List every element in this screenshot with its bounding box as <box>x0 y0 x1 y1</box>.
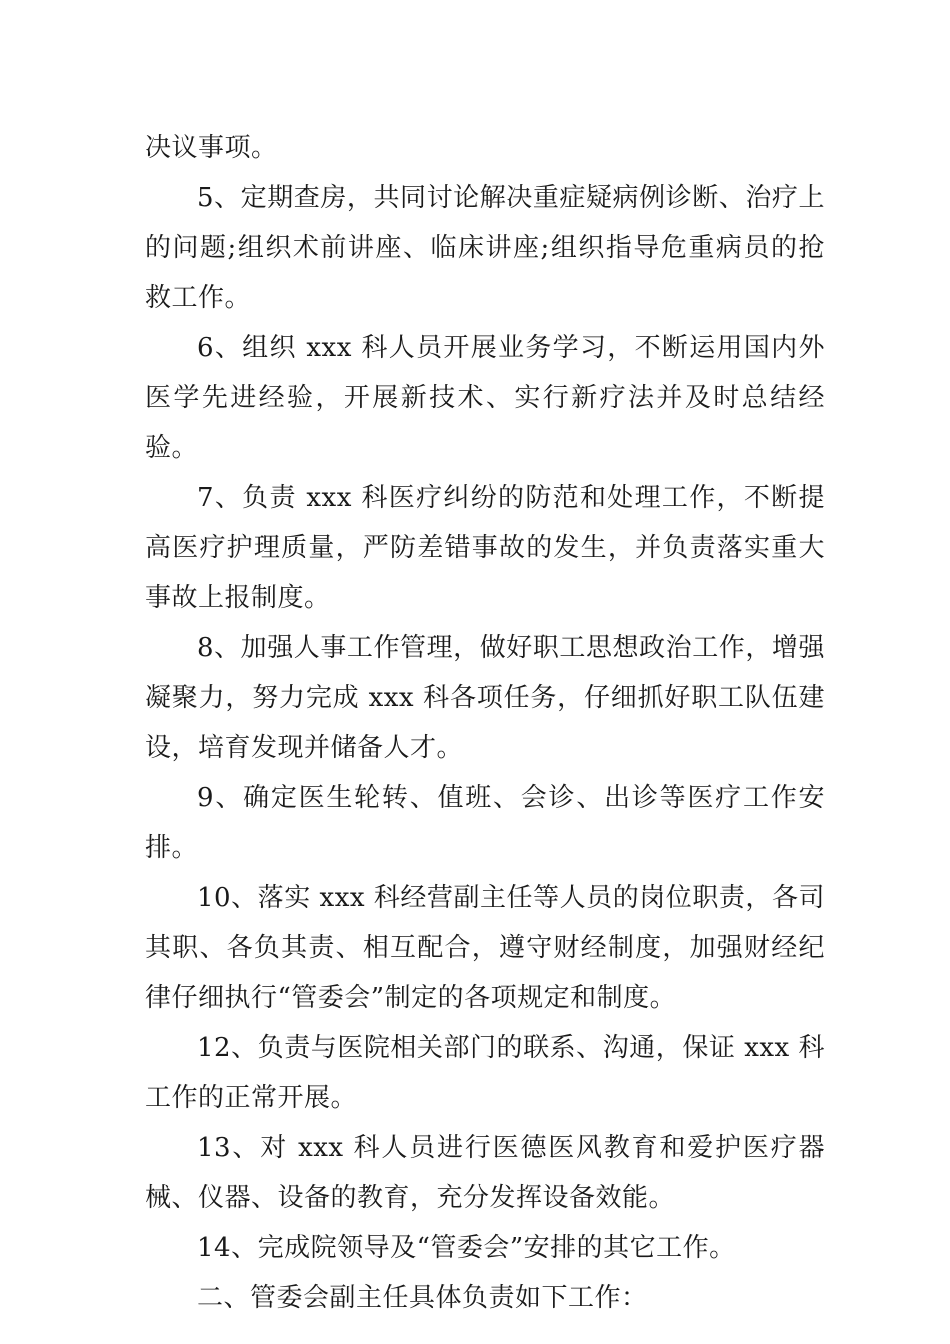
paragraph-item-5: 5、定期查房，共同讨论解决重症疑病例诊断、治疗上的问题;组织术前讲座、临床讲座;组织指导危重病员的抢救工作。 <box>145 183 825 313</box>
paragraph-item-13: 13、对 xxx 科人员进行医德医风教育和爱护医疗器械、仪器、设备的教育，充分发挥设备效能。 <box>145 1133 825 1213</box>
paragraph-item-6: 6、组织 xxx 科人员开展业务学习，不断运用国内外医学先进经验，开展新技术、实行新疗法并及时总结经验。 <box>145 333 825 463</box>
paragraph-item-10: 10、落实 xxx 科经营副主任等人员的岗位职责，各司其职、各负其责、相互配合，遵守财经制度，加强财经纪律仔细执行“管委会”制定的各项规定和制度。 <box>145 883 825 1013</box>
paragraph-item-9: 9、确定医生轮转、值班、会诊、出诊等医疗工作安排。 <box>145 783 825 863</box>
paragraph-continuation: 决议事项。 <box>145 133 278 163</box>
paragraph-item-12: 12、负责与医院相关部门的联系、沟通，保证 xxx 科工作的正常开展。 <box>145 1033 825 1113</box>
paragraph-item-8: 8、加强人事工作管理，做好职工思想政治工作，增强凝聚力，努力完成 xxx 科各项任务，仔细抓好职工队伍建设，培育发现并储备人才。 <box>145 633 825 763</box>
section-heading: 二、管委会副主任具体负责如下工作： <box>197 1283 648 1313</box>
document-body <box>145 123 825 1323</box>
paragraph-item-7: 7、负责 xxx 科医疗纠纷的防范和处理工作，不断提高医疗护理质量，严防差错事故的发生，并负责落实重大事故上报制度。 <box>145 483 825 613</box>
paragraph-item-14: 14、完成院领导及“管委会”安排的其它工作。 <box>197 1233 736 1263</box>
